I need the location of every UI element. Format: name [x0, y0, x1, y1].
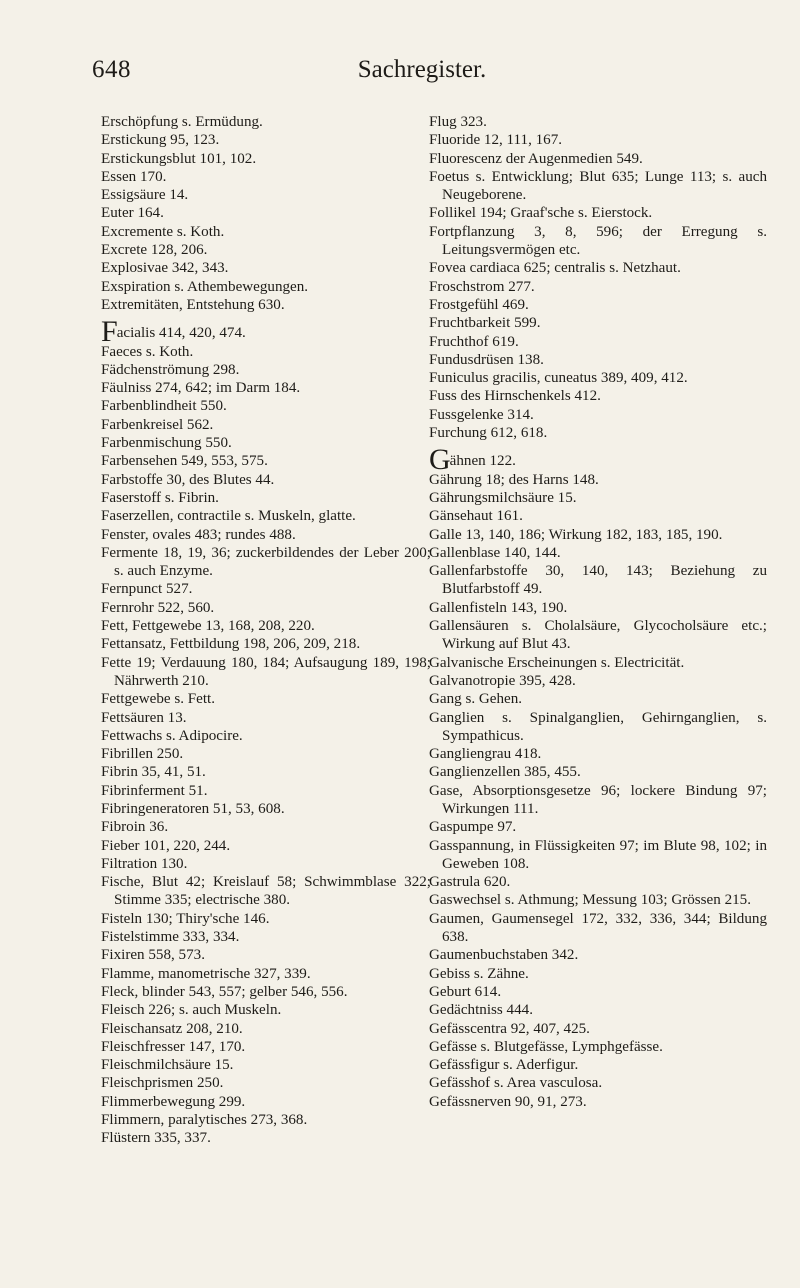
- index-entry: Gedächtniss 444.: [429, 1002, 533, 1019]
- index-entry: Funiculus gracilis, cuneatus 389, 409, 412.: [429, 370, 688, 387]
- index-entry: Froschstrom 277.: [429, 278, 535, 295]
- index-entry: Euter 164.: [101, 205, 164, 222]
- index-entry: Fettwachs s. Adipocire.: [101, 727, 243, 744]
- index-entry: Fäulniss 274, 642; im Darm 184.: [101, 380, 301, 397]
- index-entry: Fruchthof 619.: [429, 333, 519, 350]
- index-entry: Gallenfisteln 143, 190.: [429, 599, 568, 616]
- index-entry: Fernpunct 527.: [101, 581, 193, 598]
- index-entry: Fibrin 35, 41, 51.: [101, 764, 206, 781]
- running-title: Sachregister.: [357, 56, 487, 83]
- index-entry: Fleischmilchsäure 15.: [101, 1057, 234, 1074]
- index-entry: Fermente 18, 19, 36; zuckerbildendes der Leber 200; s. auch Enzyme.: [101, 544, 431, 580]
- index-entry: Fussgelenke 314.: [429, 406, 534, 423]
- index-entry: Explosivae 342, 343.: [101, 260, 229, 277]
- page-header: [92, 56, 752, 86]
- index-entry: Farbensehen 549, 553, 575.: [101, 453, 268, 470]
- index-entry: Gefässe s. Blutgefässe, Lymphgefässe.: [429, 1038, 663, 1055]
- index-entry: Fortpflanzung 3, 8, 596; der Erregung s. Leitungsvermögen etc.: [429, 223, 767, 259]
- index-entry: Gallenblase 140, 144.: [429, 544, 561, 561]
- index-entry: Gastrula 620.: [429, 874, 511, 891]
- page-number: 648: [92, 56, 131, 83]
- index-entry: Fette 19; Verdauung 180, 184; Aufsaugung 189, 198; Nährwerth 210.: [101, 654, 431, 689]
- index-entry: Facialis 414, 420, 474.: [101, 315, 246, 349]
- index-entry: Fruchtbarkeit 599.: [429, 315, 541, 332]
- index-entry: Farbstoffe 30, des Blutes 44.: [101, 471, 275, 488]
- index-entry: Galvanotropie 395, 428.: [429, 672, 576, 689]
- index-entry: Fuss des Hirnschenkels 412.: [429, 388, 601, 405]
- index-entry: Gallenfarbstoffe 30, 140, 143; Beziehung zu Blutfarbstoff 49.: [429, 563, 767, 598]
- index-entry: Gefässhof s. Area vasculosa.: [429, 1075, 603, 1092]
- index-entry: Gallensäuren s. Cholalsäure, Glycocholsäure etc.; Wirkung auf Blut 43.: [429, 618, 767, 653]
- index-entry: Extremitäten, Entstehung 630.: [101, 296, 285, 313]
- index-entry: Gang s. Gehen.: [429, 691, 523, 708]
- index-entry: Fleischfresser 147, 170.: [101, 1038, 246, 1055]
- index-entry: Fleischansatz 208, 210.: [101, 1020, 243, 1037]
- index-entry: Farbenkreisel 562.: [101, 416, 214, 433]
- index-entry: Gährung 18; des Harns 148.: [429, 471, 599, 488]
- index-entry: Flimmern, paralytisches 273, 368.: [101, 1112, 308, 1129]
- index-entry: Farbenblindheit 550.: [101, 398, 227, 415]
- index-column-right: [429, 113, 767, 1111]
- index-entry: Geburt 614.: [429, 983, 502, 1000]
- index-entry: Erschöpfung s. Ermüdung.: [101, 114, 263, 130]
- index-entry: Gebiss s. Zähne.: [429, 965, 529, 982]
- index-entry: Fleischprismen 250.: [101, 1075, 224, 1092]
- index-entry: Flamme, manometrische 327, 339.: [101, 965, 311, 982]
- index-entry: Essen 170.: [101, 168, 167, 185]
- index-entry: Flug 323.: [429, 114, 487, 130]
- index-entry: Fenster, ovales 483; rundes 488.: [101, 526, 296, 543]
- index-entry: Filtration 130.: [101, 855, 188, 872]
- index-entry: Erstickungsblut 101, 102.: [101, 150, 257, 167]
- index-entry: Frostgefühl 469.: [429, 296, 529, 313]
- index-entry: Fleck, blinder 543, 557; gelber 546, 556.: [101, 983, 348, 1000]
- index-entry: Gänsehaut 161.: [429, 508, 523, 525]
- index-entry: Fieber 101, 220, 244.: [101, 837, 231, 854]
- index-entry: Gase, Absorptionsgesetze 96; lockere Bindung 97; Wirkungen 111.: [429, 782, 767, 817]
- index-entry: Gähnen 122.: [429, 443, 516, 477]
- index-entry: Gaumenbuchstaben 342.: [429, 947, 579, 964]
- index-entry: Flimmerbewegung 299.: [101, 1093, 246, 1110]
- index-entry: Gefässcentra 92, 407, 425.: [429, 1020, 590, 1037]
- index-entry: Gasspannung, in Flüssigkeiten 97; im Blute 98, 102; in Geweben 108.: [429, 837, 767, 872]
- index-entry: Fistelstimme 333, 334.: [101, 929, 240, 946]
- index-entry: Ganglien s. Spinalganglien, Gehirnganglien, s. Sympathicus.: [429, 709, 767, 744]
- index-entry: Faeces s. Koth.: [101, 343, 194, 360]
- index-entry: Fluorescenz der Augenmedien 549.: [429, 150, 643, 167]
- index-entry: Fernrohr 522, 560.: [101, 599, 215, 616]
- index-entry: Fluoride 12, 111, 167.: [429, 132, 563, 149]
- index-entry: Gährungsmilchsäure 15.: [429, 489, 577, 506]
- index-entry: Fettgewebe s. Fett.: [101, 691, 216, 708]
- index-entry: Fundusdrüsen 138.: [429, 351, 544, 368]
- index-entry: Furchung 612, 618.: [429, 425, 548, 442]
- index-entry: Fett, Fettgewebe 13, 168, 208, 220.: [101, 618, 315, 635]
- index-entry: Essigsäure 14.: [101, 187, 189, 204]
- index-entry: Erstickung 95, 123.: [101, 132, 220, 149]
- index-entry: Fibringeneratoren 51, 53, 608.: [101, 800, 285, 817]
- index-entry: Fixiren 558, 573.: [101, 947, 205, 964]
- index-column-left: [101, 113, 431, 1148]
- index-entry: Faserzellen, contractile s. Muskeln, glatte.: [101, 508, 356, 525]
- index-entry: Fettansatz, Fettbildung 198, 206, 209, 218.: [101, 636, 361, 653]
- index-entry: Follikel 194; Graaf'sche s. Eierstock.: [429, 205, 653, 222]
- index-entry: Faserstoff s. Fibrin.: [101, 489, 219, 506]
- index-entry: Gangliengrau 418.: [429, 746, 542, 763]
- index-entry: Excremente s. Koth.: [101, 223, 225, 240]
- index-entry: Fädchenströmung 298.: [101, 361, 240, 378]
- index-entry: Gefässnerven 90, 91, 273.: [429, 1093, 587, 1110]
- index-entry: Gaswechsel s. Athmung; Messung 103; Grössen 215.: [429, 892, 751, 909]
- index-entry: Fovea cardiaca 625; centralis s. Netzhaut.: [429, 260, 681, 277]
- index-entry: Galle 13, 140, 186; Wirkung 182, 183, 185, 190.: [429, 526, 723, 543]
- index-entry: Galvanische Erscheinungen s. Electricität.: [429, 654, 685, 671]
- index-entry: Gaspumpe 97.: [429, 819, 517, 836]
- index-entry: Fibrillen 250.: [101, 746, 184, 763]
- index-entry: Flüstern 335, 337.: [101, 1130, 211, 1147]
- index-entry: Fleisch 226; s. auch Muskeln.: [101, 1002, 282, 1019]
- index-entry: Gaumen, Gaumensegel 172, 332, 336, 344; Bildung 638.: [429, 910, 767, 946]
- index-entry: Ganglienzellen 385, 455.: [429, 764, 581, 781]
- index-entry: Excrete 128, 206.: [101, 242, 208, 259]
- index-entry: Gefässfigur s. Aderfigur.: [429, 1057, 579, 1074]
- index-entry: Fettsäuren 13.: [101, 709, 187, 726]
- index-entry: Fibrinferment 51.: [101, 782, 208, 799]
- index-entry: Fisteln 130; Thiry'sche 146.: [101, 910, 270, 927]
- index-entry: Fische, Blut 42; Kreislauf 58; Schwimmblase 322; Stimme 335; electrische 380.: [101, 874, 431, 909]
- index-entry: Foetus s. Entwicklung; Blut 635; Lunge 113; s. auch Neugeborene.: [429, 168, 767, 204]
- index-entry: Farbenmischung 550.: [101, 435, 232, 452]
- index-entry: Exspiration s. Athembewegungen.: [101, 278, 309, 295]
- index-entry: Fibroin 36.: [101, 819, 169, 836]
